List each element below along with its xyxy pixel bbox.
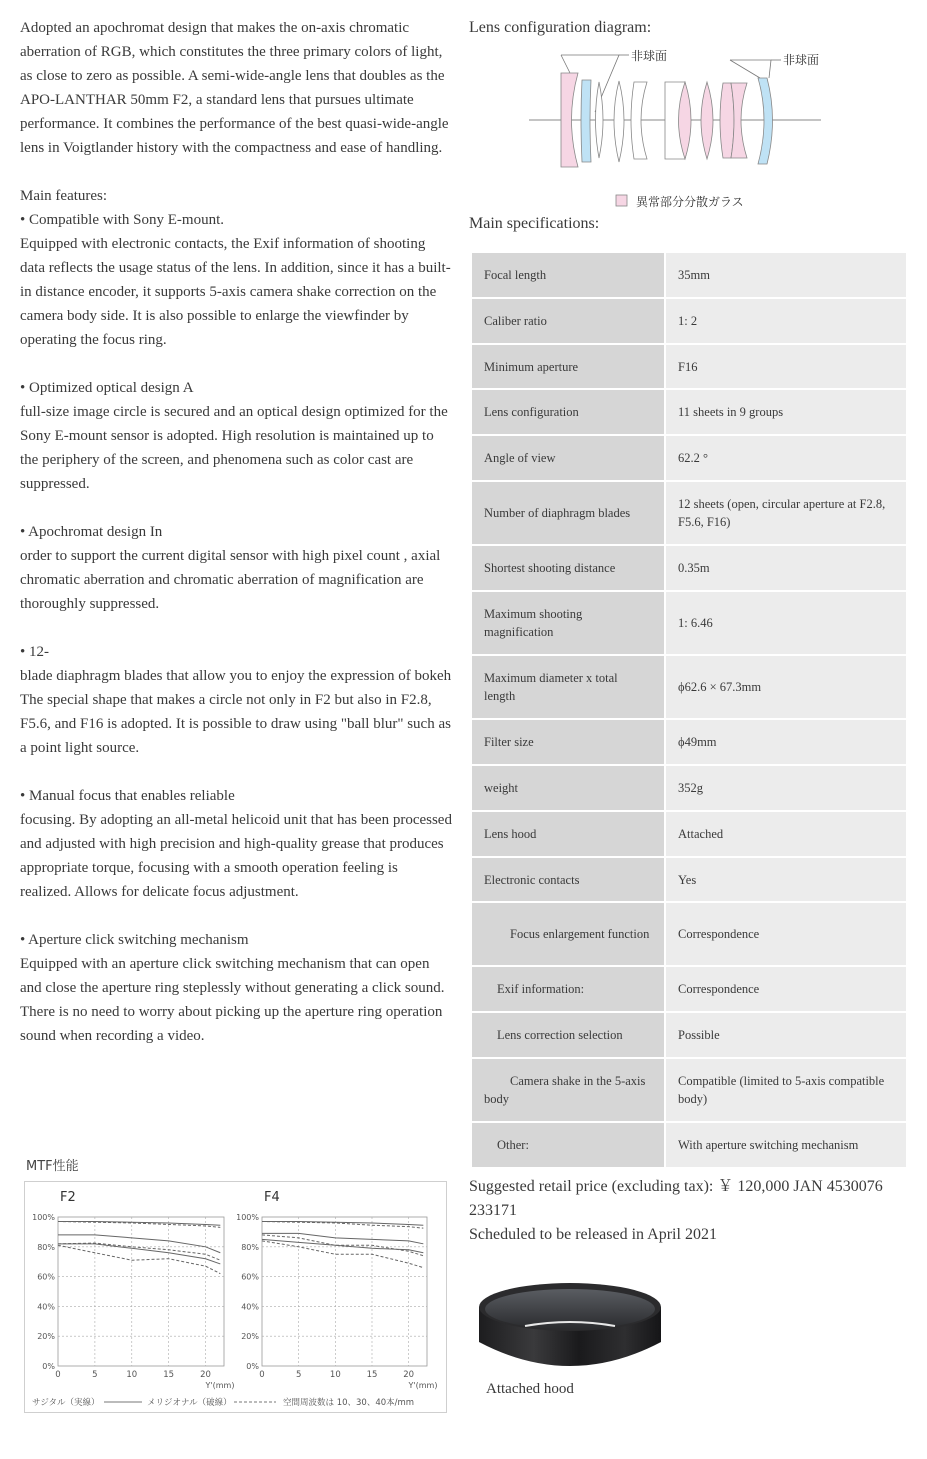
spec-key: Electronic contacts [471, 857, 665, 902]
intro-paragraph: Adopted an apochromat design that makes the on-axis chromatic aberration of RGB, which constitutes the three primary colors of light, as close to zero as possible. A semi-wide-angle lens that doubles as the APO-LANTHAR 50mm F2, a standard lens that pursues ultimate performance. It combines the performance of the best quasi-wide-angle lens in Voigtlander history with the compactness and ease of handling. [20, 20, 449, 156]
spec-value: Correspondence [665, 902, 907, 966]
aspheric-label-right: 非球面 [783, 53, 820, 67]
price-info [469, 1175, 899, 1247]
y-tick-label: 20% [241, 1332, 259, 1342]
spec-key [471, 1058, 665, 1122]
spec-key: Other: [471, 1122, 665, 1168]
spec-key: Lens configuration [471, 389, 665, 435]
spec-value: 1: 6.46 [665, 591, 907, 655]
spec-value: Correspondence [665, 966, 907, 1012]
spec-value: Yes [665, 857, 907, 902]
lens-element-8 [701, 82, 713, 159]
feature-body: focusing. By adopting an all-metal helicoid unit that has been processed and adjusted with high precision and high-quality grease that produces appropriate torque, focusing with a smooth operation feeling is realized. Allows for delicate focus adjustment. [20, 812, 452, 900]
spec-key: Caliber ratio [471, 298, 665, 344]
table-row [471, 481, 907, 545]
y-tick-label: 60% [37, 1272, 55, 1282]
mtf-chart [24, 1181, 445, 1411]
table-row [471, 591, 907, 655]
feature-item [20, 640, 452, 760]
feature-title: • Apochromat design In [20, 524, 163, 540]
lens-element-4 [614, 81, 624, 162]
diagram-section [469, 16, 909, 40]
spec-key: Number of diaphragm blades [471, 481, 665, 545]
aspheric-leader-right [730, 60, 760, 78]
y-tick-label: 60% [241, 1272, 259, 1282]
spec-value: Attached [665, 811, 907, 857]
table-row [471, 902, 907, 966]
mtf-title: MTF性能 [26, 1159, 79, 1174]
legend-label: 異常部分分散ガラス [636, 195, 744, 209]
table-row [471, 252, 907, 298]
lens-element-9 [720, 83, 734, 158]
y-tick-label: 80% [37, 1242, 55, 1252]
legend-meridional: メリジオナル（破線） [147, 1398, 232, 1408]
x-tick-label: 15 [163, 1370, 175, 1380]
spec-value: With aperture switching mechanism [665, 1122, 907, 1168]
y-tick-label: 40% [241, 1302, 259, 1312]
table-row [471, 719, 907, 765]
table-row [471, 545, 907, 591]
retail-price: Suggested retail price (excluding tax): ￥ 120,000 JAN 4530076 233171 [469, 1178, 883, 1219]
spec-key: Lens correction selection [471, 1012, 665, 1058]
aspheric-label-left: 非球面 [631, 49, 668, 63]
y-tick-label: 0% [42, 1362, 55, 1371]
legend-sagittal: サジタル（実線） [32, 1398, 100, 1408]
x-tick-label: 5 [92, 1370, 98, 1380]
feature-title: • 12- [20, 644, 49, 660]
spec-key-text: Focus enlargement function [510, 927, 650, 941]
spec-key: Lens hood [471, 811, 665, 857]
spec-value: 0.35m [665, 545, 907, 591]
x-tick-label: 10 [126, 1370, 138, 1380]
spec-value: 352g [665, 765, 907, 811]
spec-value: 12 sheets (open, circular aperture at F2.8, F5.6, F16) [665, 481, 907, 545]
spec-key: Filter size [471, 719, 665, 765]
table-row [471, 298, 907, 344]
spec-key: Shortest shooting distance [471, 545, 665, 591]
feature-body: blade diaphragm blades that allow you to enjoy the expression of bokeh The special shape that makes a circle not only in F2 but also in F2.8, F5.6, and F16 is adopted. It is possible to draw using "ball blur" such as a point light source. [20, 668, 452, 756]
spec-key [471, 902, 665, 966]
feature-body: full-size image circle is secured and an optical design optimized for the Sony E-mount sensor is adopted. High resolution is maintained up to the periphery of the screen, and phenomena such as color cast are suppressed. [20, 404, 448, 492]
table-row [471, 344, 907, 389]
lens-element-11-aspheric [758, 78, 773, 164]
feature-title: • Aperture click switching mechanism [20, 932, 249, 948]
spec-value: 62.2 ° [665, 435, 907, 481]
lens-configuration-diagram [525, 40, 835, 215]
feature-body: Equipped with electronic contacts, the Exif information of shooting data reflects the usage status of the lens. In addition, since it has a built-in distance encoder, it supports 5-axis camera shake correction on the camera body side. It is also possible to enlarge the viewfinder by operating the focus ring. [20, 236, 451, 348]
table-row [471, 857, 907, 902]
release-date: Scheduled to be released in April 2021 [469, 1226, 717, 1243]
feature-body: Equipped with an aperture click switching mechanism that can open and close the aperture ring steplessly without generating a click sound. There is no need to worry about picking up the aperture ring operation sound when recording a video. [20, 956, 445, 1044]
panel-subtitle: F2 [60, 1190, 76, 1205]
legend-frequency: 空間周波数は 10、30、40本/mm [283, 1398, 415, 1408]
spec-value: Compatible (limited to 5-axis compatible body) [665, 1058, 907, 1122]
mtf-series-line [262, 1239, 423, 1252]
table-row [471, 765, 907, 811]
panel-subtitle: F4 [264, 1190, 280, 1205]
feature-item [20, 784, 452, 904]
spec-key: weight [471, 765, 665, 811]
lens-element-3 [596, 82, 604, 158]
table-row [471, 435, 907, 481]
plot-area [58, 1217, 224, 1366]
diagram-heading: Lens configuration diagram: [469, 19, 652, 36]
legend-swatch-pink [616, 195, 627, 206]
table-row [471, 389, 907, 435]
x-axis-label: Y'(mm) [205, 1381, 235, 1390]
spec-table [470, 251, 908, 1169]
y-tick-label: 100% [32, 1213, 55, 1222]
x-tick-label: 0 [55, 1370, 61, 1380]
spec-value: F16 [665, 344, 907, 389]
table-row [471, 1122, 907, 1168]
spec-value: ϕ49mm [665, 719, 907, 765]
x-tick-label: 5 [295, 1370, 302, 1380]
feature-title: • Manual focus that enables reliable [20, 788, 235, 804]
x-tick-label: 0 [259, 1370, 265, 1380]
feature-title: • Optimized optical design A [20, 380, 194, 396]
plot-area [262, 1217, 427, 1366]
hood-caption: Attached hood [486, 1381, 574, 1397]
mtf-panel-f2 [32, 1190, 234, 1390]
spec-key: Angle of view [471, 435, 665, 481]
mtf-panel-f4 [236, 1190, 437, 1390]
feature-item [20, 520, 452, 616]
features-heading: Main features: [20, 188, 108, 204]
table-row [471, 1058, 907, 1122]
y-tick-label: 0% [246, 1362, 259, 1371]
spec-value: 1: 2 [665, 298, 907, 344]
lens-element-2-aspheric [581, 80, 591, 162]
feature-item [20, 928, 452, 1048]
y-tick-label: 80% [241, 1242, 259, 1252]
y-tick-label: 20% [37, 1332, 55, 1342]
x-axis-label: Y'(mm) [408, 1381, 438, 1390]
x-tick-label: 20 [403, 1370, 415, 1380]
spec-value: Possible [665, 1012, 907, 1058]
x-tick-label: 20 [200, 1370, 211, 1380]
table-row [471, 1012, 907, 1058]
aspheric-leader-left [561, 55, 570, 73]
table-row [471, 655, 907, 719]
feature-text-column [20, 16, 452, 1048]
spec-value: 11 sheets in 9 groups [665, 389, 907, 435]
table-row [471, 966, 907, 1012]
feature-body: order to support the current digital sensor with high pixel count , axial chromatic aberration and chromatic aberration of magnification are thoroughly suppressed. [20, 548, 441, 612]
feature-title: • Compatible with Sony E-mount. [20, 212, 224, 228]
y-tick-label: 100% [236, 1213, 259, 1222]
spec-key-text: Camera shake in the 5-axis body [484, 1074, 646, 1106]
spec-value: ϕ62.6 × 67.3mm [665, 655, 907, 719]
spec-key: Maximum shooting magnification [471, 591, 665, 655]
spec-key: Exif information: [471, 966, 665, 1012]
spec-key: Minimum aperture [471, 344, 665, 389]
feature-item [20, 208, 452, 352]
x-tick-label: 15 [366, 1370, 378, 1380]
spec-value: 35mm [665, 252, 907, 298]
y-tick-label: 40% [37, 1302, 55, 1312]
specs-heading: Main specifications: [469, 215, 600, 232]
spec-key: Focal length [471, 252, 665, 298]
x-tick-label: 10 [329, 1370, 341, 1380]
spec-key: Maximum diameter x total length [471, 655, 665, 719]
table-row [471, 811, 907, 857]
lens-hood-image [475, 1272, 665, 1372]
feature-item [20, 376, 452, 496]
mtf-series-line [262, 1233, 423, 1243]
